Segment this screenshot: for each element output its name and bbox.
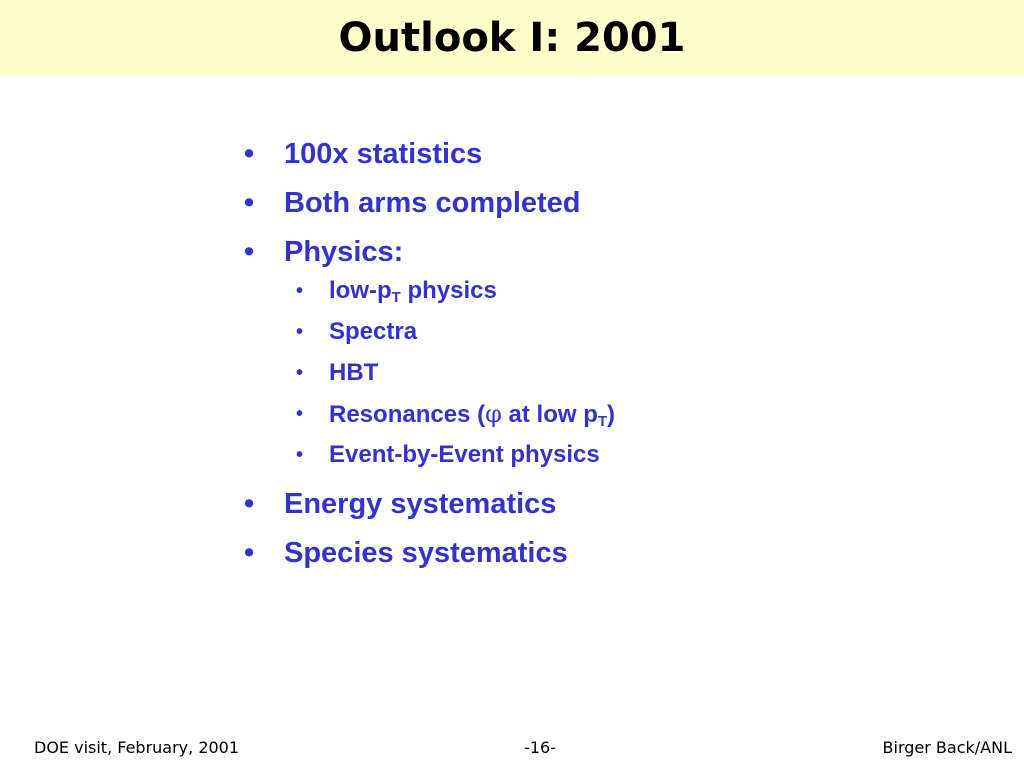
sub-bullet-dot: •: [296, 321, 304, 343]
footer-right: Birger Back/ANL: [882, 738, 1012, 757]
bullet-item: [244, 234, 615, 270]
subscript: T: [391, 289, 401, 306]
sub-bullet-dot: •: [296, 444, 304, 466]
sub-bullet-dot: •: [296, 403, 304, 425]
bullet-text: Species systematics: [284, 537, 568, 569]
phi-symbol: φ: [485, 400, 502, 428]
bullet-dot: •: [244, 236, 255, 268]
slide-number: -16-: [524, 738, 556, 757]
bullet-item: [244, 136, 615, 172]
bullet-dot: •: [244, 537, 255, 569]
slide-title: Outlook I: 2001: [338, 15, 686, 61]
sub-bullet-text-suffix: ): [607, 401, 616, 428]
subscript: T: [597, 413, 608, 430]
sub-bullet-text-prefix: low-p: [329, 277, 392, 304]
bullet-item: [244, 486, 615, 522]
bullet-text: Energy systematics: [284, 488, 557, 520]
bullet-dot: •: [244, 488, 255, 520]
sub-bullet-text-mid: at low p: [501, 401, 598, 428]
sub-bullet-item: [244, 317, 615, 347]
sub-bullet-item: [244, 358, 615, 388]
footer-left: DOE visit, February, 2001: [34, 738, 240, 757]
sub-bullet-dot: •: [296, 362, 304, 384]
sub-bullet-item: [244, 440, 615, 470]
sub-bullet-text: Spectra: [329, 318, 418, 345]
sub-bullet-text-suffix: physics: [400, 277, 497, 304]
sub-bullet-item: [244, 276, 615, 306]
sub-bullet-text-prefix: Resonances (: [329, 401, 486, 428]
bullet-text: 100x statistics: [284, 138, 483, 170]
bullet-list: [244, 136, 615, 584]
bullet-text: Both arms completed: [284, 187, 581, 219]
sub-bullet-text: HBT: [329, 359, 379, 386]
bullet-dot: •: [244, 187, 255, 219]
bullet-text: Physics:: [284, 236, 404, 268]
bullet-item: [244, 535, 615, 571]
sub-bullet-item: [244, 399, 615, 429]
bullet-item: [244, 185, 615, 221]
sub-bullet-text: Event-by-Event physics: [329, 441, 600, 468]
bullet-dot: •: [244, 138, 255, 170]
sub-bullet-dot: •: [296, 280, 304, 302]
